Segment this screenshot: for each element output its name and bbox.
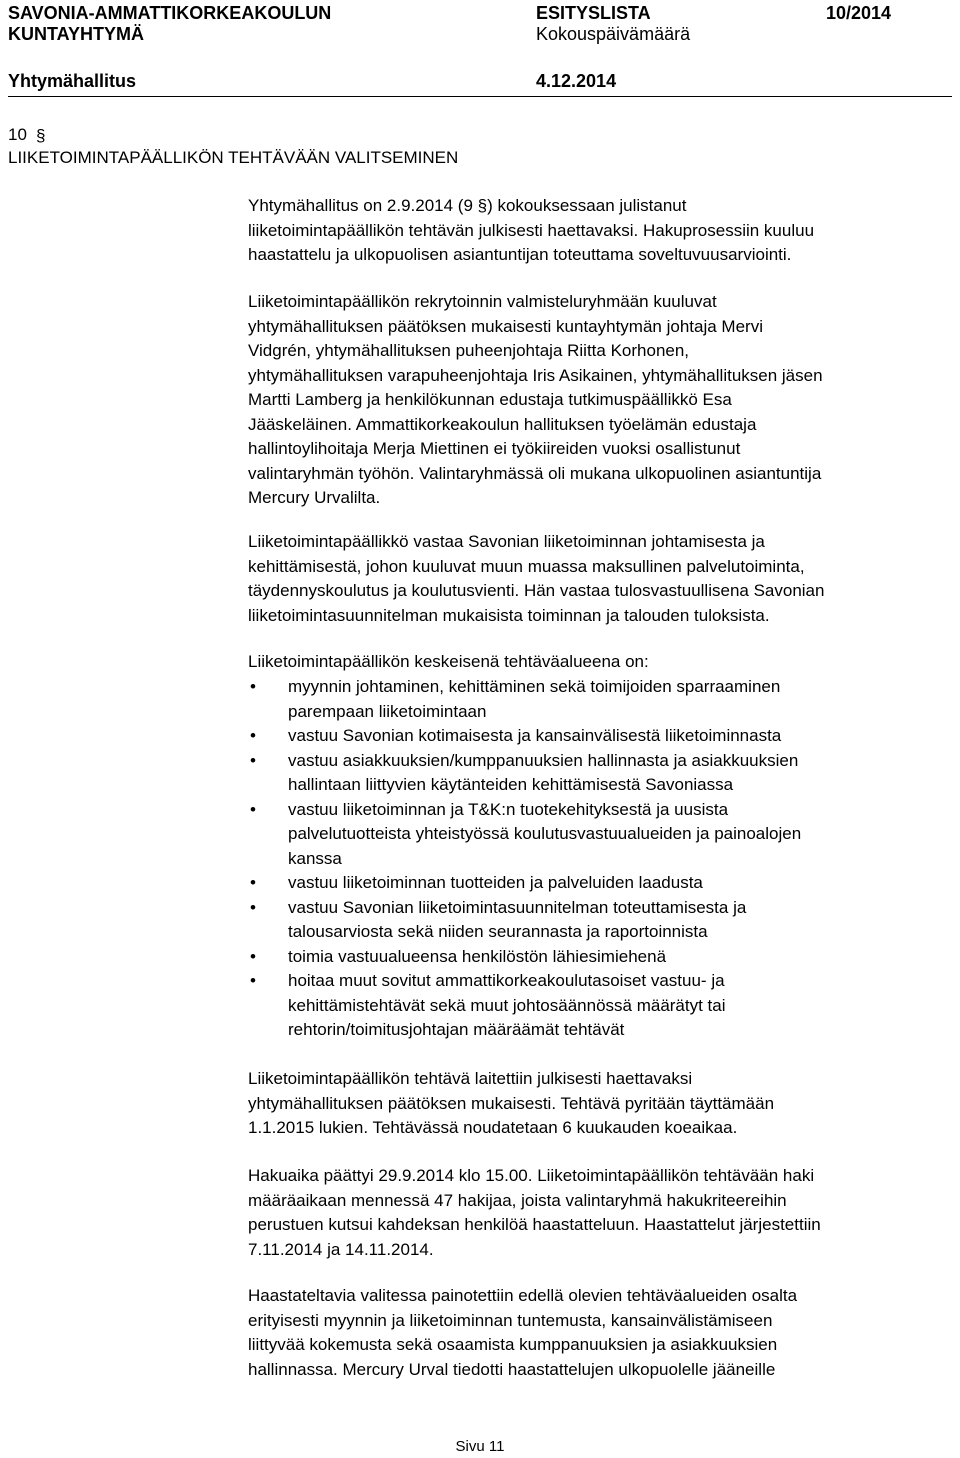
paragraph-line: haastattelu ja ulkopuolisen asiantuntijan toteuttama soveltuvuusarviointi. xyxy=(248,245,792,264)
paragraph-public-application xyxy=(248,1067,948,1141)
list-item xyxy=(248,675,948,724)
list-item-line: kehittämistehtävät sekä muut johtosäännössä määrätyt tai xyxy=(288,995,726,1015)
page-footer xyxy=(0,1438,960,1455)
task-areas-intro: Liiketoimintapäällikön keskeisenä tehtäväalueena on: xyxy=(248,652,649,671)
list-item-line: talousarviosta sekä niiden seurannasta ja raportoinnista xyxy=(288,922,708,941)
paragraph-line: Haastateltavia valitessa painotettiin edellä olevien tehtäväalueiden osalta xyxy=(248,1286,798,1305)
list-item xyxy=(248,724,948,749)
paragraph-line: hallinnassa. Mercury Urval tiedotti haastattelujen ulkopuolelle jääneille xyxy=(248,1359,776,1379)
paragraph-line: valintaryhmän työhön. Valintaryhmässä oli mukana ulkopuolinen asiantuntija xyxy=(248,463,822,483)
paragraph-line: liiketoimintasuunnitelman mukaisista toiminnan ja talouden tuloksista. xyxy=(248,605,770,625)
paragraph-line: Liiketoimintapäällikön tehtävä laitettiin julkisesti haettavaksi xyxy=(248,1069,693,1088)
paragraph-line: liittyvää kokemusta sekä osaamista kumppanuuksien ja asiakkuuksien xyxy=(248,1335,778,1354)
paragraph-line: yhtymähallituksen päätöksen mukaisesti kuntayhtymän johtaja Mervi xyxy=(248,316,763,336)
paragraph-line: Jääskeläinen. Ammattikorkeakoulun hallituksen työelämän edustaja xyxy=(248,414,757,434)
list-item-line: hallintaan liittyvien käytänteiden kehittämisestä Savoniassa xyxy=(288,775,734,794)
section-mark: § xyxy=(36,126,46,145)
list-item-line: • hoitaa muut sovitut ammattikorkeakoulutasoiset vastuu- ja xyxy=(288,971,725,990)
list-item-line: kanssa xyxy=(288,848,342,868)
paragraph-recruitment-group xyxy=(248,290,948,511)
paragraph-line: Yhtymähallitus on 2.9.2014 (9 §) kokouksessaan julistanut xyxy=(248,196,687,215)
section-title: LIIKETOIMINTAPÄÄLLIKÖN TEHTÄVÄÄN VALITSEMINEN xyxy=(8,148,459,167)
task-areas-list xyxy=(248,675,948,1043)
governing-body-name: Yhtymähallitus xyxy=(8,71,137,91)
paragraph-line: yhtymähallituksen varapuheenjohtaja Iris Asikainen, yhtymähallituksen jäsen xyxy=(248,365,823,385)
document-type: ESITYSLISTA xyxy=(536,3,651,23)
organization-name-line1: SAVONIA-AMMATTIKORKEAKOULUN xyxy=(8,3,332,23)
paragraph-line: Liiketoimintapäällikön rekrytoinnin valmisteluryhmään kuuluvat xyxy=(248,292,717,311)
paragraph-line: perustuen kutsui kahdeksan henkilöä haastatteluun. Haastattelut järjestettiin xyxy=(248,1215,821,1234)
document-number: 10/2014 xyxy=(826,3,892,23)
meeting-date: 4.12.2014 xyxy=(536,71,617,91)
paragraph-line: 7.11.2014 ja 14.11.2014. xyxy=(248,1239,434,1259)
paragraph-responsibilities xyxy=(248,530,948,628)
paragraph-line: Mercury Urvalilta. xyxy=(248,488,381,507)
paragraph-line: 1.1.2015 lukien. Tehtävässä noudatetaan 6 kuukauden koeaikaa. xyxy=(248,1118,738,1137)
organization-name-line2: KUNTAYHTYMÄ xyxy=(8,24,145,44)
list-item xyxy=(248,798,948,872)
list-item-line: • vastuu liiketoiminnan tuotteiden ja palveluiden laadusta xyxy=(288,873,703,892)
paragraph-line: kehittämisestä, johon kuuluvat muun muassa maksullinen palvelutoiminta, xyxy=(248,556,805,576)
paragraph-line: Hakuaika päättyi 29.9.2014 klo 15.00. Liiketoimintapäällikön tehtävään haki xyxy=(248,1166,815,1185)
paragraph-announcement xyxy=(248,194,948,268)
list-item xyxy=(248,945,948,970)
paragraph-line: erityisesti myynnin ja liiketoiminnan tuntemusta, kansainvälistämiseen xyxy=(248,1310,773,1330)
list-item xyxy=(248,871,948,896)
list-item-line: • vastuu liiketoiminnan ja T&K:n tuotekehityksestä ja uusista xyxy=(288,799,729,819)
list-item-line: • vastuu asiakkuuksien/kumppanuuksien hallinnasta ja asiakkuuksien xyxy=(288,750,799,770)
paragraph-line: Liiketoimintapäällikkö vastaa Savonian liiketoiminnan johtamisesta ja xyxy=(248,532,765,551)
paragraph-interview-criteria xyxy=(248,1284,948,1382)
list-item xyxy=(248,749,948,798)
paragraph-line: täydennyskoulutus ja koulutusvienti. Hän vastaa tulosvastuullisena Savonian xyxy=(248,581,825,600)
paragraph-line: yhtymähallituksen päätöksen mukaisesti. Tehtävä pyritään täyttämään xyxy=(248,1093,775,1113)
list-item-line: rehtorin/toimitusjohtajan määräämät tehtävät xyxy=(288,1020,625,1039)
paragraph-line: Vidgrén, yhtymähallituksen puheenjohtaja Riitta Korhonen, xyxy=(248,341,690,360)
list-item-line: • vastuu Savonian liiketoimintasuunnitelman toteuttamisesta ja xyxy=(288,897,747,917)
list-item xyxy=(248,896,948,945)
list-item xyxy=(248,969,948,1043)
list-item-line: • vastuu Savonian kotimaisesta ja kansainvälisestä liiketoiminnasta xyxy=(288,726,782,745)
paragraph-line: Martti Lamberg ja henkilökunnan edustaja tutkimuspäällikkö Esa xyxy=(248,390,732,409)
paragraph-application-period xyxy=(248,1164,948,1262)
paragraph-line: hallintoylihoitaja Merja Miettinen ei työkiireiden vuoksi osallistunut xyxy=(248,439,741,458)
paragraph-line: määräaikaan mennessä 47 hakijaa, joista valintaryhmä hakukriteereihin xyxy=(248,1190,787,1210)
list-item-line: palvelutuotteista yhteistyössä koulutusvastuualueiden ja painoalojen xyxy=(288,824,802,843)
list-item-line: • toimia vastuualueensa henkilöstön lähiesimiehenä xyxy=(288,946,667,966)
section-number: 10 xyxy=(8,125,27,144)
paragraph-line: liiketoimintapäällikön tehtävän julkisesti haettavaksi. Hakuprosessiin kuuluu xyxy=(248,220,815,240)
list-item-line: parempaan liiketoimintaan xyxy=(288,701,487,721)
list-item-line: • myynnin johtaminen, kehittäminen sekä toimijoiden sparraaminen xyxy=(288,677,781,696)
header-divider xyxy=(8,96,952,97)
page-number: Sivu 11 xyxy=(455,1438,505,1455)
meeting-date-label: Kokouspäivämäärä xyxy=(536,24,691,44)
